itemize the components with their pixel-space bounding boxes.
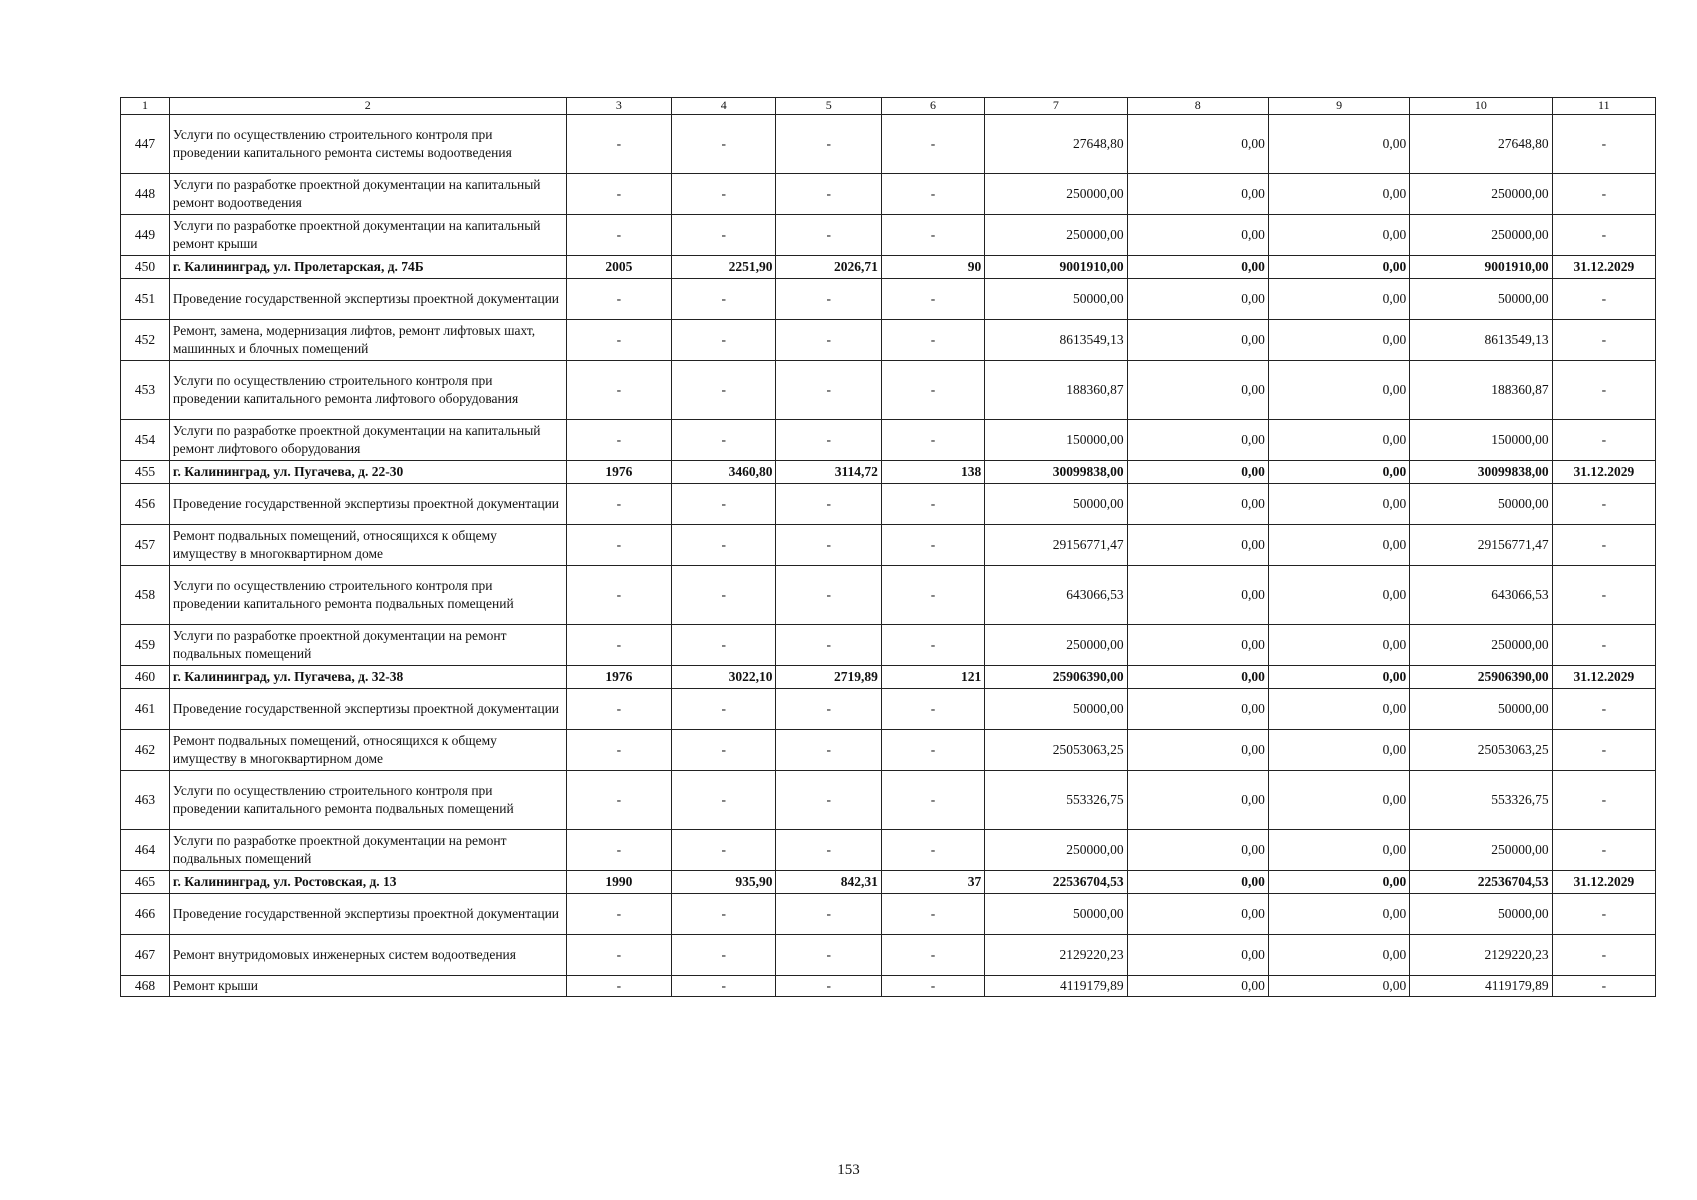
table-cell: Услуги по разработке проектной документации на капитальный ремонт крыши bbox=[169, 214, 566, 255]
table-cell: - bbox=[566, 688, 671, 729]
address-row bbox=[121, 665, 1656, 688]
table-cell: 31.12.2029 bbox=[1552, 870, 1655, 893]
table-cell: - bbox=[1552, 975, 1655, 996]
table-cell: 0,00 bbox=[1127, 770, 1268, 829]
table-cell: 50000,00 bbox=[985, 278, 1127, 319]
table-cell: 0,00 bbox=[1268, 770, 1409, 829]
table-cell: - bbox=[566, 319, 671, 360]
table-cell: Ремонт крыши bbox=[169, 975, 566, 996]
table-cell: 0,00 bbox=[1268, 319, 1409, 360]
table-cell: 50000,00 bbox=[1410, 893, 1552, 934]
table-cell: - bbox=[881, 975, 984, 996]
table-cell: 456 bbox=[121, 483, 170, 524]
table-cell: 188360,87 bbox=[1410, 360, 1552, 419]
table-cell: - bbox=[566, 770, 671, 829]
table-cell: 0,00 bbox=[1127, 624, 1268, 665]
column-number-cell: 8 bbox=[1127, 98, 1268, 115]
table-cell: 458 bbox=[121, 565, 170, 624]
table-cell: 2719,89 bbox=[776, 665, 881, 688]
table-cell: Услуги по осуществлению строительного контроля при проведении капитального ремонта подвальных помещений bbox=[169, 565, 566, 624]
work-item-row bbox=[121, 483, 1656, 524]
table-cell: 0,00 bbox=[1268, 460, 1409, 483]
table-cell: 0,00 bbox=[1127, 173, 1268, 214]
table-cell: - bbox=[672, 114, 776, 173]
table-cell: 466 bbox=[121, 893, 170, 934]
table-cell: 0,00 bbox=[1127, 278, 1268, 319]
table-cell: - bbox=[1552, 524, 1655, 565]
table-cell: 462 bbox=[121, 729, 170, 770]
table-cell: - bbox=[881, 360, 984, 419]
table-cell: 31.12.2029 bbox=[1552, 665, 1655, 688]
table-cell: 29156771,47 bbox=[985, 524, 1127, 565]
table-cell: 0,00 bbox=[1127, 524, 1268, 565]
table-cell: 2129220,23 bbox=[985, 934, 1127, 975]
table-cell: - bbox=[672, 319, 776, 360]
table-cell: 0,00 bbox=[1268, 524, 1409, 565]
table-cell: 27648,80 bbox=[985, 114, 1127, 173]
table-cell: 3114,72 bbox=[776, 460, 881, 483]
table-cell: 0,00 bbox=[1127, 214, 1268, 255]
table-cell: 4119179,89 bbox=[985, 975, 1127, 996]
table-cell: 250000,00 bbox=[985, 214, 1127, 255]
table-cell: 461 bbox=[121, 688, 170, 729]
table-cell: 0,00 bbox=[1268, 173, 1409, 214]
table-cell: - bbox=[776, 319, 881, 360]
table-cell: - bbox=[1552, 483, 1655, 524]
table-cell: - bbox=[566, 114, 671, 173]
table-cell: 0,00 bbox=[1127, 460, 1268, 483]
table-cell: 188360,87 bbox=[985, 360, 1127, 419]
table-cell: 0,00 bbox=[1268, 665, 1409, 688]
table-cell: Ремонт подвальных помещений, относящихся к общему имуществу в многоквартирном доме bbox=[169, 524, 566, 565]
table-cell: - bbox=[672, 278, 776, 319]
table-cell: 0,00 bbox=[1268, 565, 1409, 624]
table-cell: - bbox=[1552, 114, 1655, 173]
table-cell: - bbox=[672, 483, 776, 524]
table-cell: 31.12.2029 bbox=[1552, 460, 1655, 483]
table-cell: Услуги по осуществлению строительного контроля при проведении капитального ремонта подвальных помещений bbox=[169, 770, 566, 829]
table-cell: 0,00 bbox=[1127, 419, 1268, 460]
table-cell: Ремонт подвальных помещений, относящихся к общему имуществу в многоквартирном доме bbox=[169, 729, 566, 770]
table-cell: - bbox=[881, 278, 984, 319]
table-cell: - bbox=[672, 893, 776, 934]
work-item-row bbox=[121, 829, 1656, 870]
table-cell: - bbox=[672, 565, 776, 624]
table-cell: 8613549,13 bbox=[985, 319, 1127, 360]
table-cell: 0,00 bbox=[1127, 893, 1268, 934]
table-cell: 465 bbox=[121, 870, 170, 893]
table-cell: - bbox=[566, 565, 671, 624]
table-cell: 464 bbox=[121, 829, 170, 870]
table-cell: 0,00 bbox=[1268, 829, 1409, 870]
table-cell: Проведение государственной экспертизы проектной документации bbox=[169, 893, 566, 934]
table-cell: 90 bbox=[881, 255, 984, 278]
table-cell: - bbox=[1552, 319, 1655, 360]
table-cell: 455 bbox=[121, 460, 170, 483]
table-cell: 30099838,00 bbox=[1410, 460, 1552, 483]
table-cell: - bbox=[776, 278, 881, 319]
table-cell: - bbox=[1552, 829, 1655, 870]
table-cell: - bbox=[566, 278, 671, 319]
table-cell: - bbox=[566, 419, 671, 460]
work-item-row bbox=[121, 770, 1656, 829]
table-cell: Услуги по осуществлению строительного контроля при проведении капитального ремонта системы водоотведения bbox=[169, 114, 566, 173]
table-cell: - bbox=[566, 360, 671, 419]
table-cell: - bbox=[1552, 173, 1655, 214]
table-cell: - bbox=[881, 624, 984, 665]
table-cell: 451 bbox=[121, 278, 170, 319]
work-item-row bbox=[121, 565, 1656, 624]
table-cell: - bbox=[672, 524, 776, 565]
table-cell: - bbox=[776, 688, 881, 729]
work-item-row bbox=[121, 975, 1656, 996]
table-cell: 0,00 bbox=[1268, 934, 1409, 975]
table-cell: 50000,00 bbox=[1410, 483, 1552, 524]
table-cell: - bbox=[776, 360, 881, 419]
table-cell: - bbox=[1552, 934, 1655, 975]
table-cell: 22536704,53 bbox=[1410, 870, 1552, 893]
table-cell: - bbox=[1552, 419, 1655, 460]
column-number-cell: 7 bbox=[985, 98, 1127, 115]
table-cell: Ремонт, замена, модернизация лифтов, ремонт лифтовых шахт, машинных и блочных помещений bbox=[169, 319, 566, 360]
table-cell: - bbox=[566, 624, 671, 665]
table-cell: 0,00 bbox=[1268, 893, 1409, 934]
table-cell: - bbox=[776, 829, 881, 870]
table-cell: - bbox=[672, 360, 776, 419]
table-cell: 31.12.2029 bbox=[1552, 255, 1655, 278]
table-cell: 1976 bbox=[566, 665, 671, 688]
table-cell: - bbox=[776, 483, 881, 524]
table-cell: 457 bbox=[121, 524, 170, 565]
table-cell: 643066,53 bbox=[985, 565, 1127, 624]
column-number-cell: 6 bbox=[881, 98, 984, 115]
table-cell: 0,00 bbox=[1127, 319, 1268, 360]
table-cell: 0,00 bbox=[1268, 688, 1409, 729]
table-cell: Услуги по разработке проектной документации на ремонт подвальных помещений bbox=[169, 829, 566, 870]
table-cell: - bbox=[881, 173, 984, 214]
table-cell: 463 bbox=[121, 770, 170, 829]
work-item-row bbox=[121, 360, 1656, 419]
table-cell: 450 bbox=[121, 255, 170, 278]
table-cell: 553326,75 bbox=[1410, 770, 1552, 829]
column-number-cell: 11 bbox=[1552, 98, 1655, 115]
table-cell: 250000,00 bbox=[1410, 624, 1552, 665]
table-cell: 3022,10 bbox=[672, 665, 776, 688]
table-cell: 150000,00 bbox=[985, 419, 1127, 460]
table-cell: 0,00 bbox=[1127, 483, 1268, 524]
table-cell: 0,00 bbox=[1268, 624, 1409, 665]
work-item-row bbox=[121, 729, 1656, 770]
table-cell: - bbox=[881, 565, 984, 624]
table-cell: 138 bbox=[881, 460, 984, 483]
column-number-row bbox=[121, 98, 1656, 115]
table-cell: - bbox=[776, 770, 881, 829]
table-cell: - bbox=[672, 770, 776, 829]
table-cell: 460 bbox=[121, 665, 170, 688]
table-cell: - bbox=[776, 114, 881, 173]
table-cell: 842,31 bbox=[776, 870, 881, 893]
work-item-row bbox=[121, 319, 1656, 360]
table-cell: 121 bbox=[881, 665, 984, 688]
table-cell: г. Калининград, ул. Пугачева, д. 32-38 bbox=[169, 665, 566, 688]
work-item-row bbox=[121, 173, 1656, 214]
table-cell: - bbox=[776, 173, 881, 214]
table-cell: - bbox=[566, 893, 671, 934]
table-cell: 0,00 bbox=[1127, 870, 1268, 893]
table-cell: Проведение государственной экспертизы проектной документации bbox=[169, 483, 566, 524]
table-cell: Услуги по разработке проектной документации на ремонт подвальных помещений bbox=[169, 624, 566, 665]
table-cell: 459 bbox=[121, 624, 170, 665]
table-cell: - bbox=[566, 524, 671, 565]
table-cell: 25906390,00 bbox=[985, 665, 1127, 688]
column-number-cell: 4 bbox=[672, 98, 776, 115]
column-number-cell: 5 bbox=[776, 98, 881, 115]
address-row bbox=[121, 870, 1656, 893]
table-cell: 0,00 bbox=[1127, 565, 1268, 624]
table-cell: - bbox=[1552, 565, 1655, 624]
table-cell: - bbox=[672, 934, 776, 975]
table-cell: - bbox=[1552, 893, 1655, 934]
table-cell: 0,00 bbox=[1127, 934, 1268, 975]
table-cell: - bbox=[881, 319, 984, 360]
table-cell: - bbox=[881, 524, 984, 565]
table-cell: 2005 bbox=[566, 255, 671, 278]
table-cell: 50000,00 bbox=[985, 483, 1127, 524]
table-cell: - bbox=[672, 975, 776, 996]
table-cell: 468 bbox=[121, 975, 170, 996]
table-cell: 3460,80 bbox=[672, 460, 776, 483]
table-cell: 50000,00 bbox=[985, 893, 1127, 934]
table-cell: 452 bbox=[121, 319, 170, 360]
table-cell: - bbox=[1552, 214, 1655, 255]
table-cell: Услуги по разработке проектной документации на капитальный ремонт лифтового оборудования bbox=[169, 419, 566, 460]
table-cell: г. Калининград, ул. Пугачева, д. 22-30 bbox=[169, 460, 566, 483]
table-cell: 454 bbox=[121, 419, 170, 460]
table-cell: - bbox=[881, 893, 984, 934]
table-cell: 9001910,00 bbox=[1410, 255, 1552, 278]
capital-repair-table bbox=[120, 97, 1656, 997]
table-body bbox=[121, 98, 1656, 997]
table-cell: г. Калининград, ул. Пролетарская, д. 74Б bbox=[169, 255, 566, 278]
table-cell: 449 bbox=[121, 214, 170, 255]
table-cell: 2129220,23 bbox=[1410, 934, 1552, 975]
table-cell: - bbox=[672, 624, 776, 665]
table-cell: 0,00 bbox=[1127, 114, 1268, 173]
work-item-row bbox=[121, 114, 1656, 173]
table-cell: - bbox=[881, 114, 984, 173]
work-item-row bbox=[121, 934, 1656, 975]
work-item-row bbox=[121, 893, 1656, 934]
table-cell: - bbox=[776, 729, 881, 770]
work-item-row bbox=[121, 278, 1656, 319]
table-cell: - bbox=[776, 524, 881, 565]
table-cell: 0,00 bbox=[1268, 975, 1409, 996]
table-cell: - bbox=[881, 419, 984, 460]
table-cell: - bbox=[672, 419, 776, 460]
page-number: 153 bbox=[837, 1162, 860, 1178]
address-row bbox=[121, 460, 1656, 483]
table-cell: - bbox=[776, 975, 881, 996]
table-cell: - bbox=[566, 214, 671, 255]
table-cell: - bbox=[1552, 729, 1655, 770]
table-cell: 0,00 bbox=[1268, 255, 1409, 278]
table-cell: 2251,90 bbox=[672, 255, 776, 278]
table-cell: Услуги по разработке проектной документации на капитальный ремонт водоотведения bbox=[169, 173, 566, 214]
table-cell: 453 bbox=[121, 360, 170, 419]
table-cell: - bbox=[672, 829, 776, 870]
table-cell: 50000,00 bbox=[1410, 688, 1552, 729]
table-cell: - bbox=[881, 829, 984, 870]
table-cell: 0,00 bbox=[1268, 483, 1409, 524]
table-cell: - bbox=[566, 729, 671, 770]
column-number-cell: 2 bbox=[169, 98, 566, 115]
table-cell: 935,90 bbox=[672, 870, 776, 893]
table-cell: - bbox=[566, 975, 671, 996]
table-cell: - bbox=[1552, 278, 1655, 319]
column-number-cell: 1 bbox=[121, 98, 170, 115]
table-cell: 467 bbox=[121, 934, 170, 975]
table-cell: - bbox=[566, 173, 671, 214]
table-cell: 448 bbox=[121, 173, 170, 214]
table-cell: 25053063,25 bbox=[1410, 729, 1552, 770]
table-cell: 0,00 bbox=[1127, 665, 1268, 688]
table-cell: Ремонт внутридомовых инженерных систем водоотведения bbox=[169, 934, 566, 975]
table-cell: 50000,00 bbox=[985, 688, 1127, 729]
table-cell: - bbox=[1552, 770, 1655, 829]
table-cell: 0,00 bbox=[1268, 870, 1409, 893]
work-item-row bbox=[121, 624, 1656, 665]
table-cell: 1976 bbox=[566, 460, 671, 483]
column-number-cell: 10 bbox=[1410, 98, 1552, 115]
table-cell: - bbox=[881, 688, 984, 729]
table-cell: - bbox=[881, 934, 984, 975]
work-item-row bbox=[121, 419, 1656, 460]
table-cell: - bbox=[776, 565, 881, 624]
table-cell: - bbox=[672, 729, 776, 770]
table-cell: 0,00 bbox=[1268, 419, 1409, 460]
table-cell: 0,00 bbox=[1268, 729, 1409, 770]
table-cell: - bbox=[881, 729, 984, 770]
column-number-cell: 9 bbox=[1268, 98, 1409, 115]
table-cell: - bbox=[672, 214, 776, 255]
address-row bbox=[121, 255, 1656, 278]
table-cell: 0,00 bbox=[1127, 255, 1268, 278]
table-cell: 447 bbox=[121, 114, 170, 173]
table-cell: 250000,00 bbox=[1410, 214, 1552, 255]
table-cell: 250000,00 bbox=[985, 173, 1127, 214]
table-cell: 0,00 bbox=[1268, 114, 1409, 173]
table-cell: - bbox=[1552, 360, 1655, 419]
table-cell: - bbox=[1552, 624, 1655, 665]
table-cell: - bbox=[776, 419, 881, 460]
work-item-row bbox=[121, 524, 1656, 565]
table-cell: 2026,71 bbox=[776, 255, 881, 278]
table-cell: - bbox=[776, 624, 881, 665]
table-cell: 29156771,47 bbox=[1410, 524, 1552, 565]
table-cell: 553326,75 bbox=[985, 770, 1127, 829]
table-cell: 643066,53 bbox=[1410, 565, 1552, 624]
table-cell: - bbox=[776, 214, 881, 255]
table-cell: 9001910,00 bbox=[985, 255, 1127, 278]
table-cell: 0,00 bbox=[1268, 278, 1409, 319]
column-number-cell: 3 bbox=[566, 98, 671, 115]
table-cell: 30099838,00 bbox=[985, 460, 1127, 483]
table-cell: - bbox=[566, 934, 671, 975]
table-cell: 0,00 bbox=[1268, 360, 1409, 419]
table-cell: 4119179,89 bbox=[1410, 975, 1552, 996]
table-cell: 25906390,00 bbox=[1410, 665, 1552, 688]
table-cell: 250000,00 bbox=[1410, 829, 1552, 870]
table-cell: 0,00 bbox=[1127, 688, 1268, 729]
table-cell: 50000,00 bbox=[1410, 278, 1552, 319]
table-cell: 25053063,25 bbox=[985, 729, 1127, 770]
table-cell: - bbox=[881, 770, 984, 829]
table-cell: - bbox=[776, 893, 881, 934]
table-cell: г. Калининград, ул. Ростовская, д. 13 bbox=[169, 870, 566, 893]
table-cell: 150000,00 bbox=[1410, 419, 1552, 460]
table-cell: 0,00 bbox=[1127, 729, 1268, 770]
table-cell: 0,00 bbox=[1268, 214, 1409, 255]
table-cell: Проведение государственной экспертизы проектной документации bbox=[169, 278, 566, 319]
table-cell: - bbox=[776, 934, 881, 975]
table-cell: 27648,80 bbox=[1410, 114, 1552, 173]
work-item-row bbox=[121, 214, 1656, 255]
table-cell: Услуги по осуществлению строительного контроля при проведении капитального ремонта лифтового оборудования bbox=[169, 360, 566, 419]
table-cell: - bbox=[566, 483, 671, 524]
table-cell: - bbox=[672, 173, 776, 214]
table-cell: 0,00 bbox=[1127, 360, 1268, 419]
table-cell: 1990 bbox=[566, 870, 671, 893]
table-cell: 22536704,53 bbox=[985, 870, 1127, 893]
table-cell: - bbox=[566, 829, 671, 870]
table-cell: - bbox=[881, 214, 984, 255]
table-cell: 0,00 bbox=[1127, 975, 1268, 996]
table-cell: 250000,00 bbox=[985, 624, 1127, 665]
table-cell: - bbox=[672, 688, 776, 729]
work-item-row bbox=[121, 688, 1656, 729]
table-cell: - bbox=[881, 483, 984, 524]
table-cell: 0,00 bbox=[1127, 829, 1268, 870]
table-cell: 37 bbox=[881, 870, 984, 893]
table-cell: 250000,00 bbox=[1410, 173, 1552, 214]
table-cell: 250000,00 bbox=[985, 829, 1127, 870]
table-cell: - bbox=[1552, 688, 1655, 729]
table-cell: Проведение государственной экспертизы проектной документации bbox=[169, 688, 566, 729]
table-cell: 8613549,13 bbox=[1410, 319, 1552, 360]
